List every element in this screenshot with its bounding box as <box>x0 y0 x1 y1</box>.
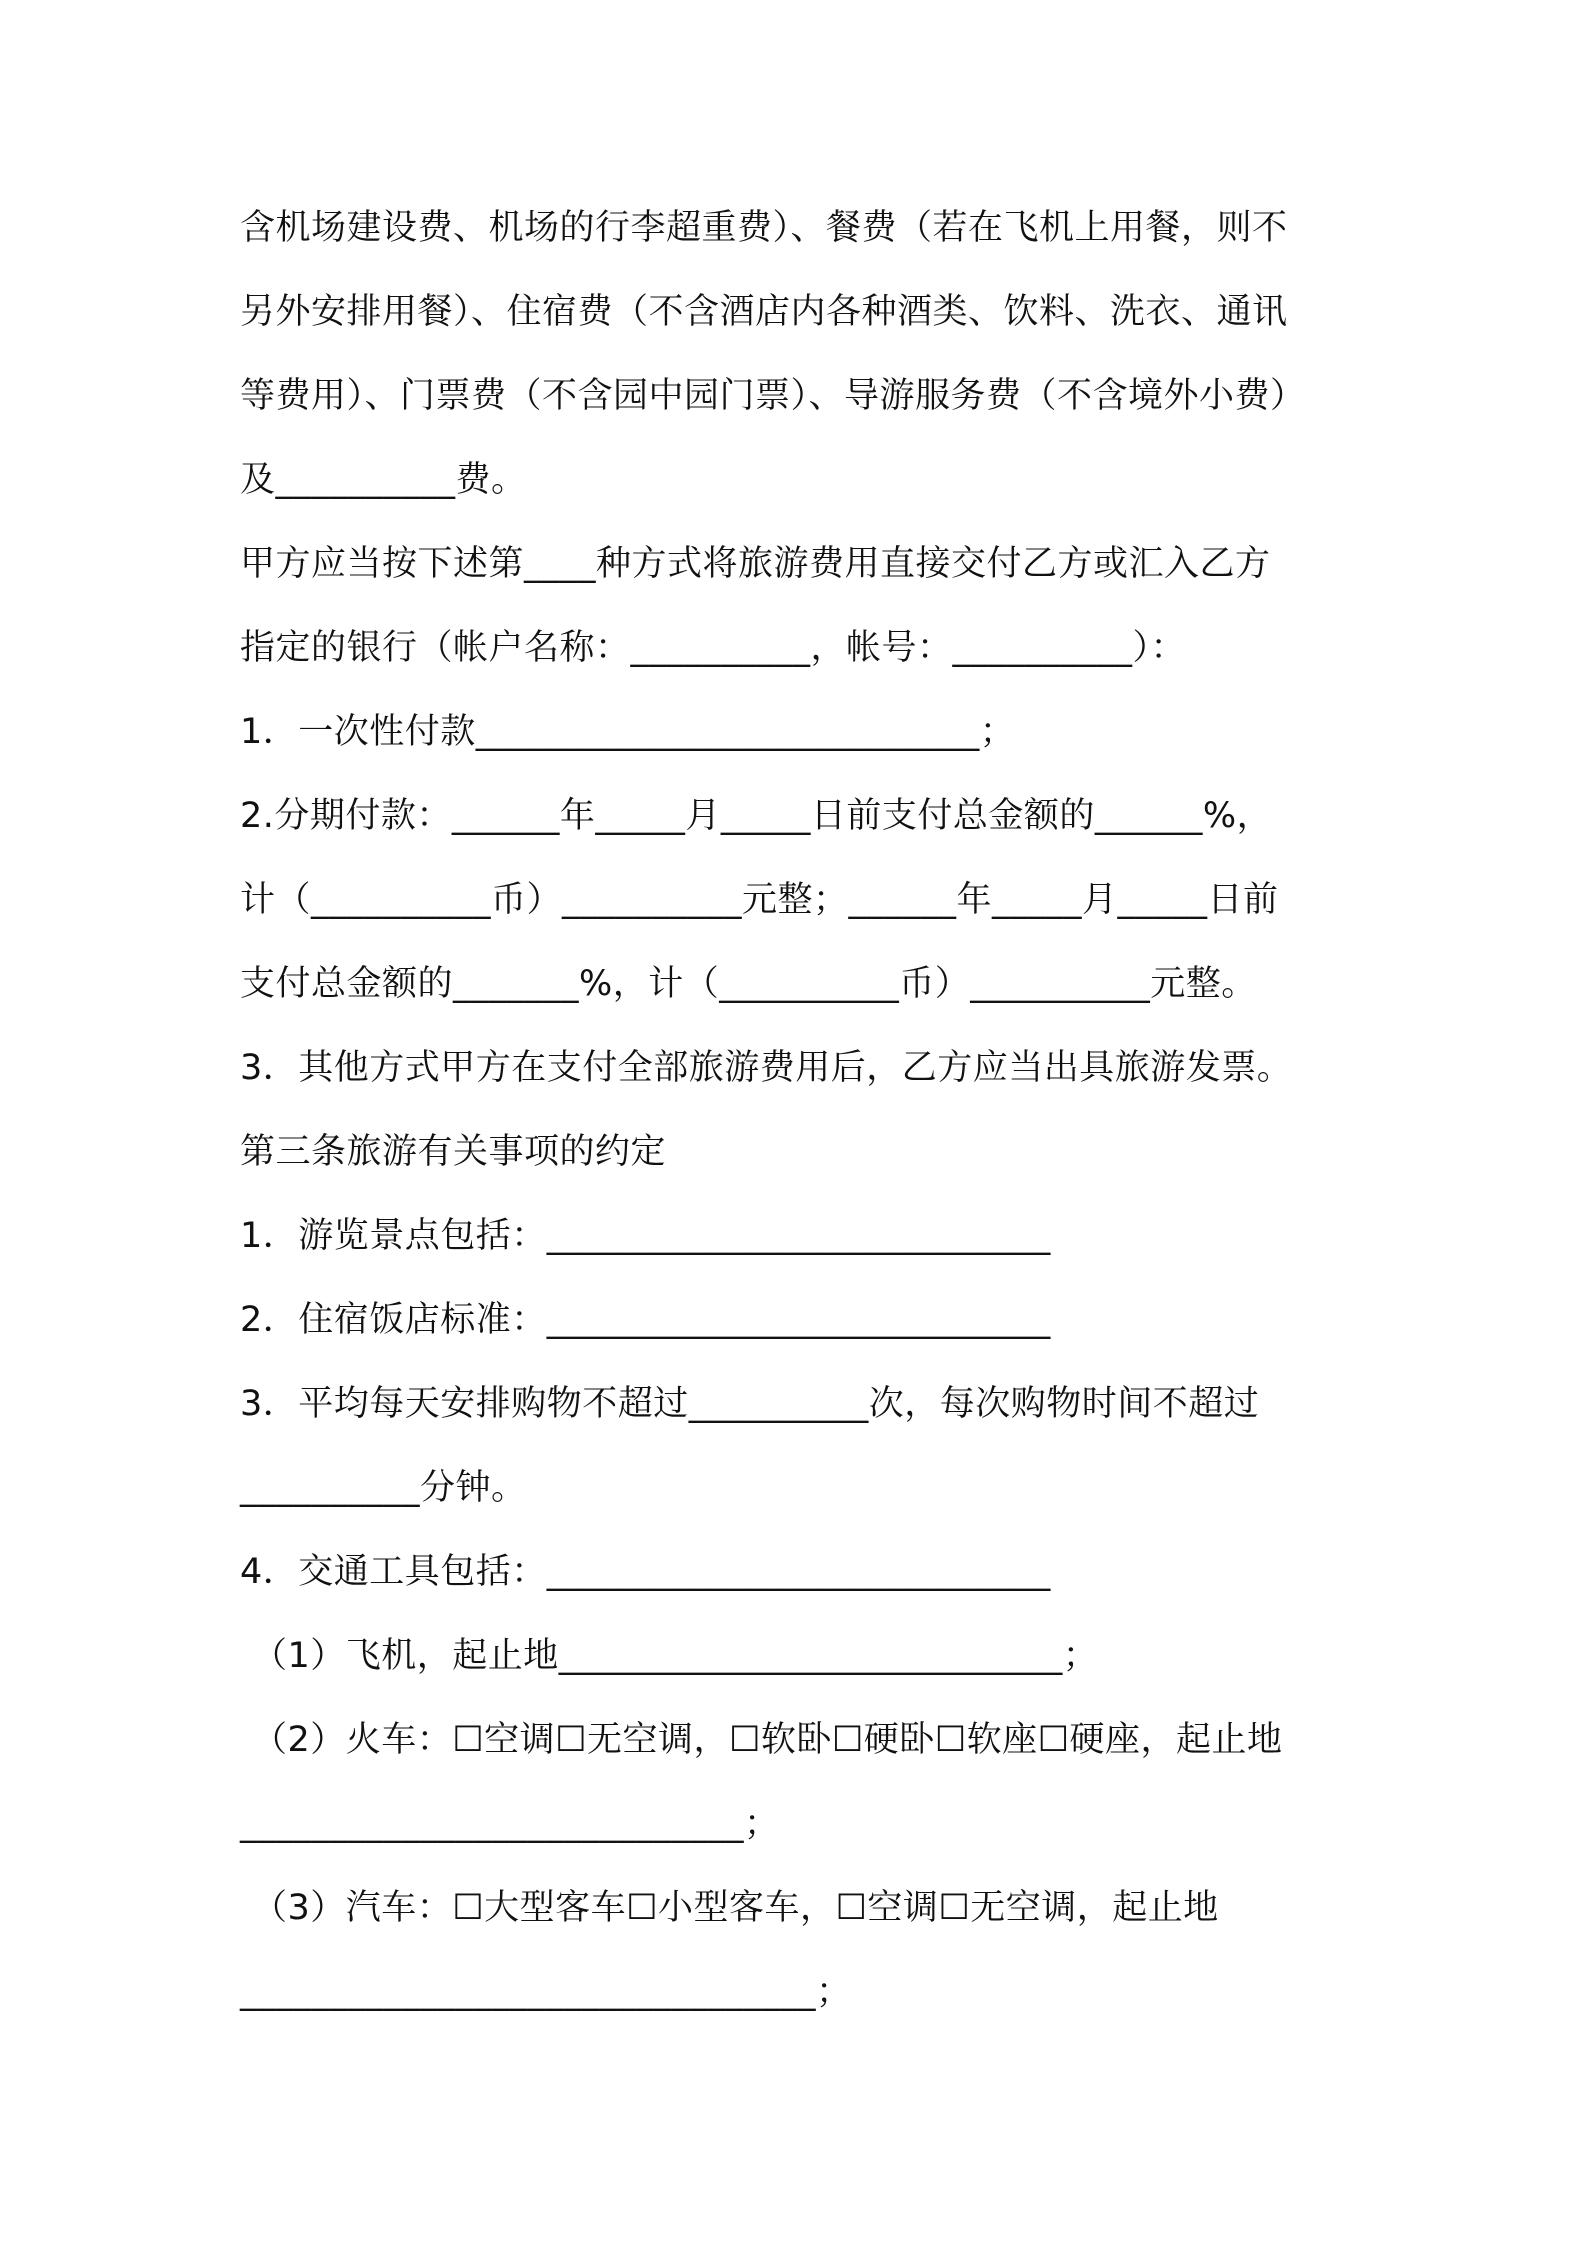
text-line-7: 1．一次性付款____________________________； <box>240 712 1016 752</box>
text-line-17: 4．交通工具包括：____________________________ <box>240 1552 1051 1592</box>
text-line-13: 1．游览景点包括：____________________________ <box>240 1216 1051 1256</box>
text-line-10: 支付总金额的_______%，计（__________币）__________元整。 <box>240 964 1257 1004</box>
text-line-22: ________________________________； <box>240 1972 852 2012</box>
section-heading: 第三条旅游有关事项的约定 <box>240 1132 667 1172</box>
text-line-15: 3．平均每天安排购物不超过__________次，每次购物时间不超过 <box>240 1384 1260 1424</box>
text-line-2: 另外安排用餐）、住宿费（不含酒店内各种酒类、饮料、洗衣、通讯 <box>240 292 1288 332</box>
text-line-6: 指定的银行（帐户名称：__________，帐号：__________）： <box>240 628 1187 668</box>
text-line-9: 计（__________币）__________元整；______年_____月_____日前 <box>240 880 1279 920</box>
text-line-20: ____________________________； <box>240 1804 780 1844</box>
text-line-19: （2）火车：☐空调☐无空调，☐软卧☐硬卧☐软座☐硬座，起止地 <box>252 1720 1283 1760</box>
text-line-4: 及__________费。 <box>240 460 527 500</box>
text-line-5: 甲方应当按下述第____种方式将旅游费用直接交付乙方或汇入乙方 <box>240 544 1271 584</box>
text-line-21: （3）汽车：☐大型客车☐小型客车，☐空调☐无空调，起止地 <box>252 1888 1219 1928</box>
text-line-3: 等费用）、门票费（不含园中园门票）、导游服务费（不含境外小费） <box>240 376 1306 416</box>
text-line-11: 3．其他方式甲方在支付全部旅游费用后，乙方应当出具旅游发票。 <box>240 1048 1293 1088</box>
text-line-8: 2.分期付款：______年_____月_____日前支付总金额的______%， <box>240 796 1273 836</box>
text-line-18: （1）飞机，起止地____________________________； <box>252 1636 1099 1676</box>
text-line-14: 2．住宿饭店标准：____________________________ <box>240 1300 1051 1340</box>
text-line-16: __________分钟。 <box>240 1468 527 1508</box>
text-line-1: 含机场建设费、机场的行李超重费）、餐费（若在飞机上用餐，则不 <box>240 208 1288 248</box>
